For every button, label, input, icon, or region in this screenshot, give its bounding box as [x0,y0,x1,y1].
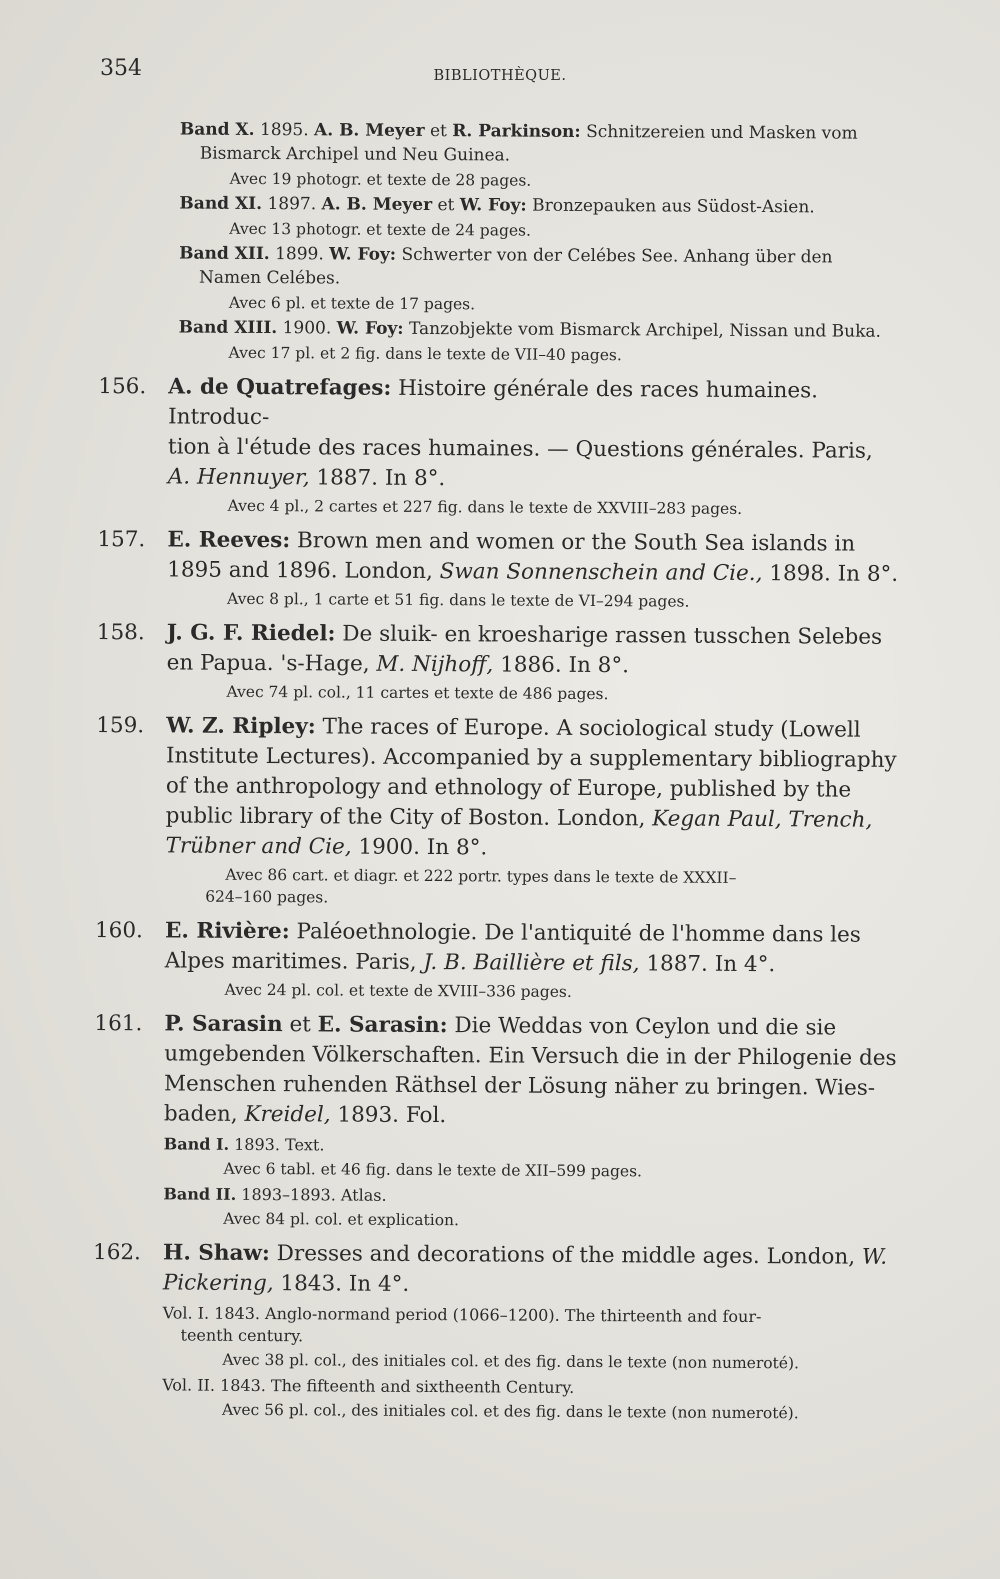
entry-note: Avec 74 pl. col., 11 cartes et texte de 486 pages. [226,682,609,704]
publisher: Trübner and Cie, [165,833,352,860]
entry-number: 159. [96,712,145,739]
publisher: A. Hennuyer, [167,464,310,491]
band-note: Avec 17 pl. et 2 fig. dans le texte de VII–40 pages. [228,343,622,365]
bibliography-entry-158: 158. J. G. F. Riedel: De sluik- en kroesharige rassen tusschen Selebes en Papua. 's-Hage, M. Nijhoff, 1886. In 8°. [96,619,883,679]
entry-author: H. Shaw: [162,1240,270,1267]
entry-author: W. Z. Ripley: [166,713,316,740]
entry-note: Avec 4 pl., 2 cartes et 227 fig. dans le texte de XXVIII–283 pages. [227,496,743,518]
entry-number: 158. [96,619,145,646]
volume-entry: Vol. II. 1843. The fifteenth and sixtheenth Century. [162,1375,575,1397]
running-title: BIBLIOTHÈQUE. [433,68,567,84]
publisher: Kegan Paul, Trench, [652,806,873,833]
entry-author: P. Sarasin [164,1011,283,1038]
entry-author: E. Reeves: [167,527,291,554]
entry-note: Avec 86 cart. et diagr. et 222 portr. types dans le texte de XXXII– 624–160 pages. [205,865,737,907]
entry-author: E. Rivière: [164,918,290,945]
bibliography-entry-159: 159. W. Z. Ripley: The races of Europe. A sociological study (Lowell Institute Lectures). Accompanied by a supplementary bibliography of the anthropology and ethnology of Europe, published by the public library of the City of Boston. London, Kegan Paul, Trench, Trübner and Cie, 1900. In 8°. [96,712,897,861]
publisher: Pickering, [162,1270,274,1297]
band-note: Avec 6 pl. et texte de 17 pages. [228,293,476,314]
entry-number: 157. [97,526,146,553]
page-number: 354 [100,56,142,81]
bibliography-entry-160: 160. E. Rivière: Paléoethnologie. De l'antiquité de l'homme dans les Alpes maritimes. Paris, J. B. Baillière et fils, 1887. In 4°. [94,917,861,978]
band-note: Avec 6 tabl. et 46 fig. dans le texte de XII–599 pages. [223,1159,643,1181]
bibliography-entry-156: 156. A. de Quatrefages: Histoire générale des races humaines. Introduc- tion à l'étude des races humaines. — Questions générales. Paris, A. Hennuyer, 1887. In 8°. [98,373,873,492]
bibliography-entry-162: 162. H. Shaw: Dresses and decorations of the middle ages. London, W. Pickering, 1843. In 4°. [92,1239,888,1297]
publisher: Swan Sonnenschein and Cie., [439,559,763,587]
volume-entry: Vol. I. 1843. Anglo-normand period (1066–1200). The thirteenth and four- teenth century. [162,1303,762,1346]
band-entry: Band II. 1893–1893. Atlas. [163,1184,387,1205]
entry-note: Avec 8 pl., 1 carte et 51 fig. dans le texte de VI–294 pages. [226,589,690,611]
band-entry: Band X. 1895. A. B. Meyer et R. Parkinson: Schnitzereien und Masken vom Bismarck Archipel und Neu Guinea. [179,119,858,166]
bibliography-entry-161: 161. P. Sarasin et E. Sarasin: Die Weddas von Ceylon und die sie umgebenden Völkerschaften. Ein Versuch die in der Philogenie des Menschen ruhenden Räthsel der Lösung näher zu bringen. Wies- baden, Kreidel, 1893. Fol. [94,1010,897,1129]
entry-number: 162. [92,1239,142,1266]
entry-number: 161. [94,1010,143,1037]
band-entry: Band XI. 1897. A. B. Meyer et W. Foy: Bronzepauken aus Südost-Asien. [179,193,815,218]
entry-number: 160. [94,917,143,944]
volume-note: Avec 38 pl. col., des initiales col. et des fig. dans le texte (non numeroté). [222,1350,800,1373]
page-body [92,115,908,1425]
entry-author: E. Sarasin: [317,1012,448,1039]
bibliography-entry-157: 157. E. Reeves: Brown men and women or the South Sea islands in 1895 and 1896. London, Swan Sonnenschein and Cie., 1898. In 8°. [97,526,899,587]
publisher: J. B. Baillière et fils, [423,949,640,977]
publisher: M. Nijhoff, [376,651,494,678]
band-note: Avec 13 photogr. et texte de 24 pages. [229,219,532,240]
band-entry: Band XII. 1899. W. Foy: Schwerter von der Celébes See. Anhang über den Namen Celébes. [179,243,833,289]
band-entry: Band XIII. 1900. W. Foy: Tanzobjekte vom Bismarck Archipel, Nissan und Buka. [178,317,882,342]
band-note: Avec 84 pl. col. et explication. [223,1209,460,1230]
entry-number: 156. [98,373,147,400]
band-note: Avec 19 photogr. et texte de 28 pages. [229,169,532,190]
band-entry: Band I. 1893. Text. [163,1134,325,1155]
publisher: W. [861,1244,888,1270]
entry-author: A. de Quatrefages: [168,374,392,401]
volume-note: Avec 56 pl. col., des initiales col. et des fig. dans le texte (non numeroté). [222,1400,799,1423]
entry-author: J. G. F. Riedel: [166,620,336,647]
publisher: Kreidel, [244,1101,331,1128]
entry-note: Avec 24 pl. col. et texte de XVIII–336 pages. [224,980,572,1001]
